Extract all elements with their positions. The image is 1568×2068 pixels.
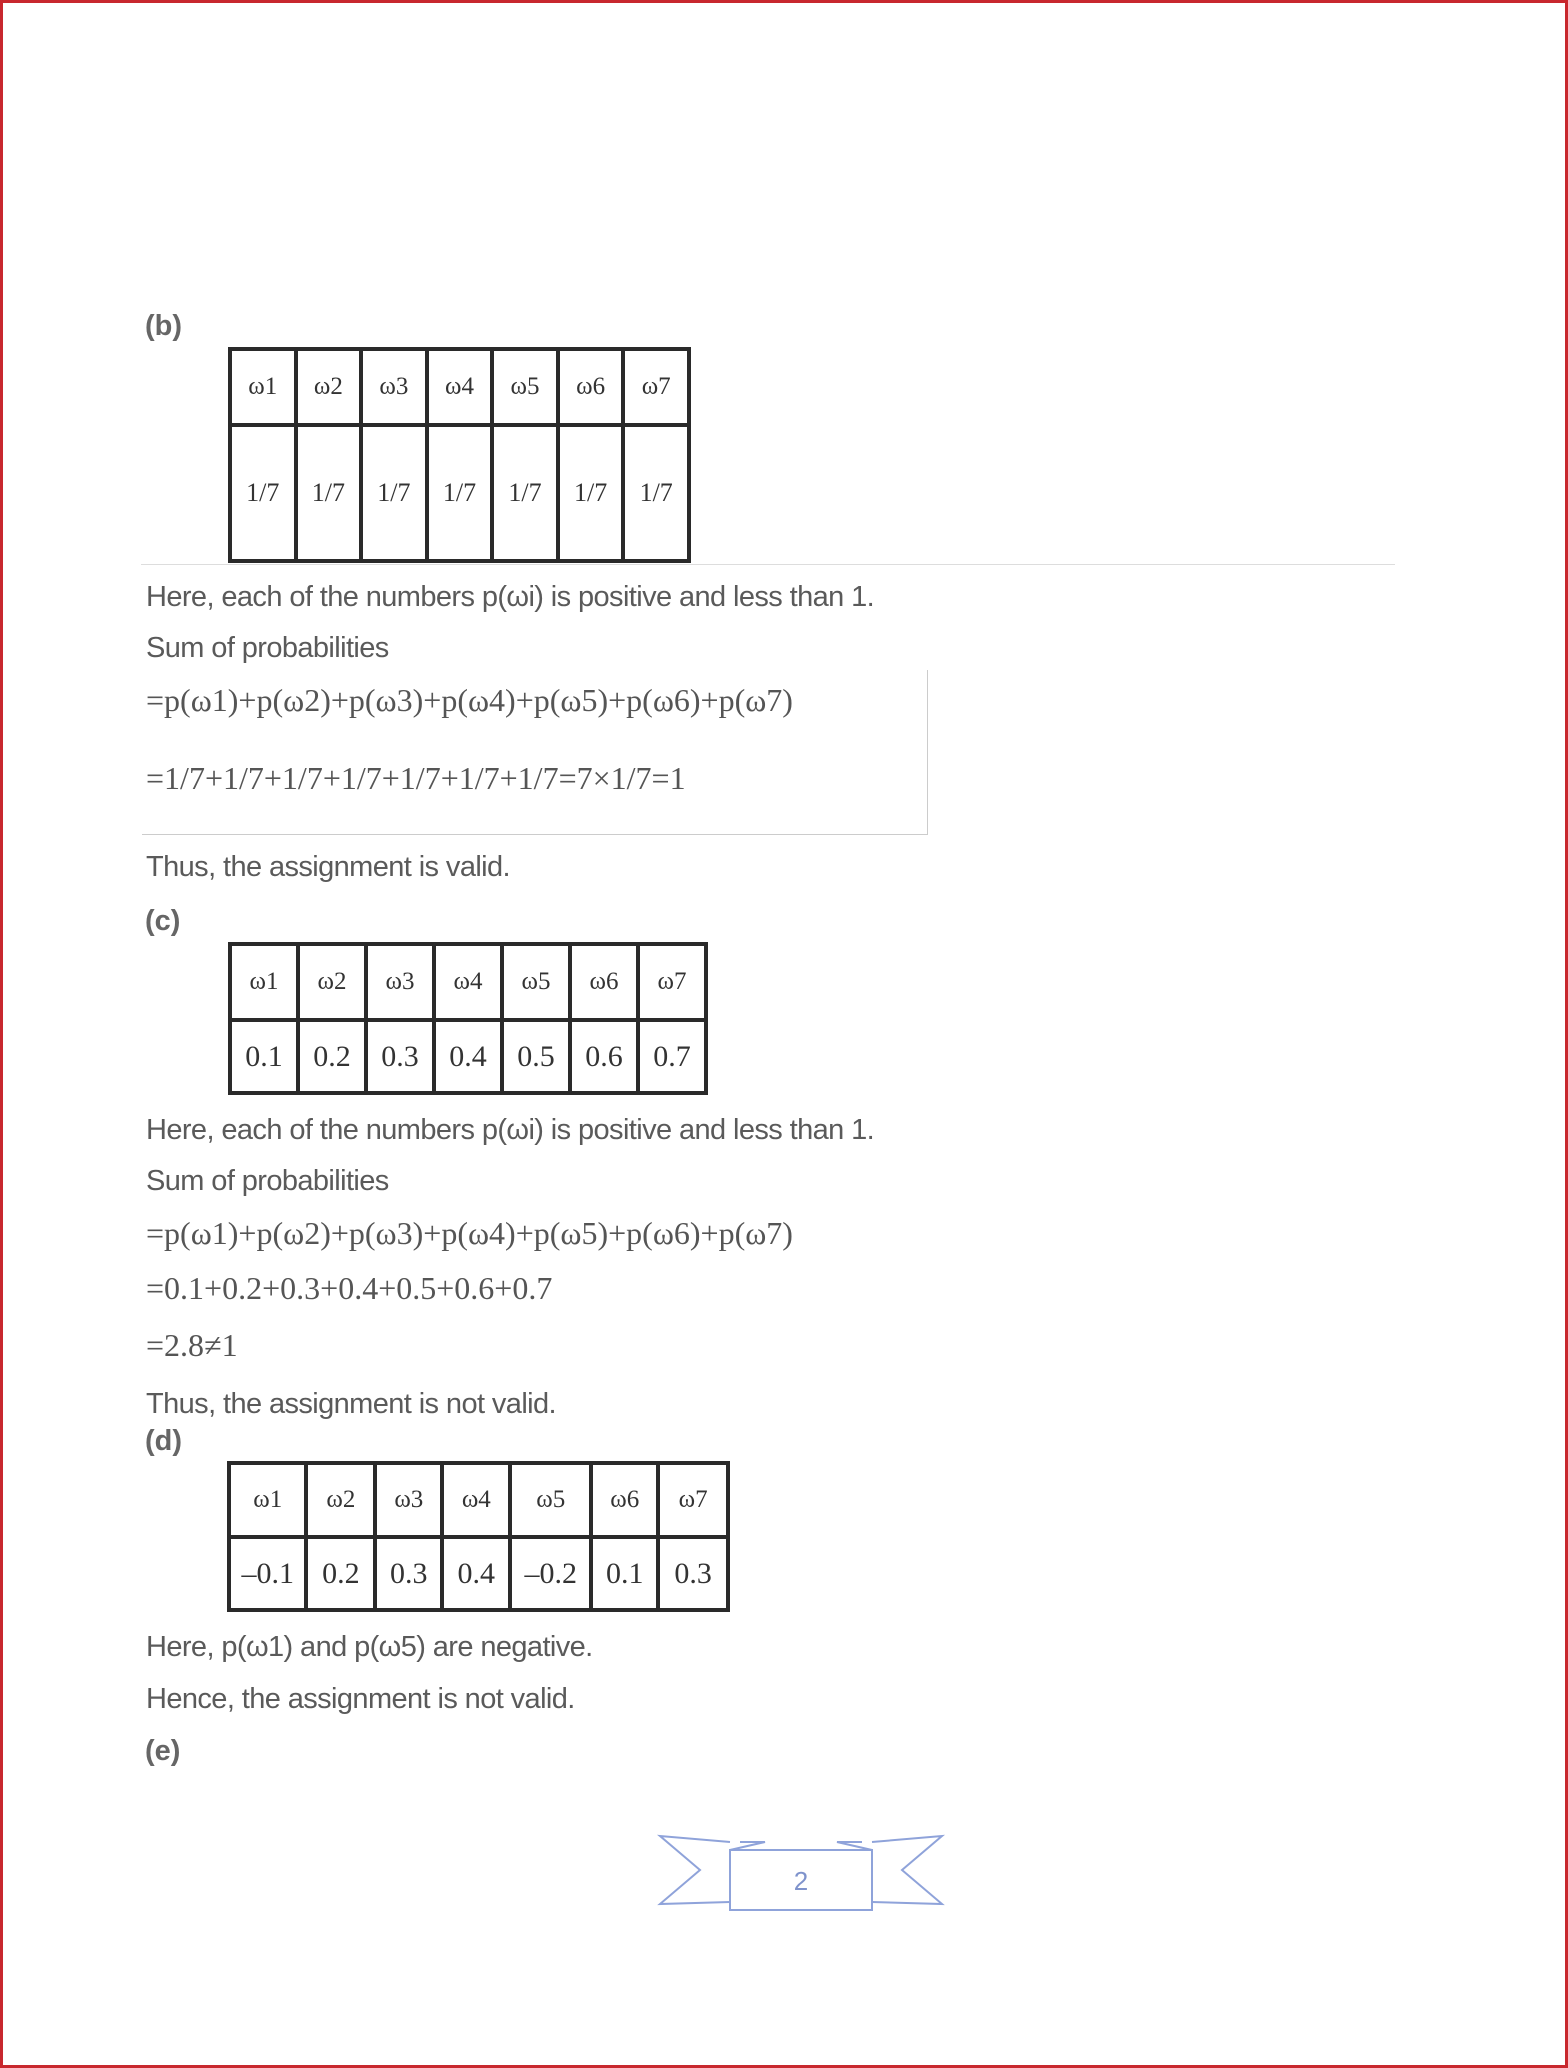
- table-value-cell: 0.3: [375, 1537, 442, 1610]
- table-value-cell: 1/7: [492, 425, 558, 561]
- table-value-cell: 0.4: [434, 1020, 502, 1093]
- page-number: 2: [793, 1866, 809, 1896]
- part-e-label: (e): [145, 1735, 181, 1767]
- part-c-sum-label: Sum of probabilities: [146, 1165, 389, 1197]
- part-c-eq3: =2.8≠1: [146, 1327, 238, 1363]
- table-value-cell: 1/7: [623, 425, 689, 561]
- table-header-cell: ω3: [361, 349, 427, 425]
- part-c-statement: Here, each of the numbers p(ωi) is positive and less than 1.: [146, 1114, 875, 1146]
- part-c-table: [228, 942, 708, 1095]
- table-value-cell: 1/7: [361, 425, 427, 561]
- table-header-cell: ω6: [570, 944, 638, 1020]
- table-header-cell: ω5: [492, 349, 558, 425]
- table-value-cell: 0.2: [298, 1020, 366, 1093]
- table-value-cell: 1/7: [427, 425, 493, 561]
- part-c-eq2: =0.1+0.2+0.3+0.4+0.5+0.6+0.7: [146, 1270, 553, 1306]
- table-value-cell: –0.1: [229, 1537, 306, 1610]
- table-value-cell: 0.1: [591, 1537, 658, 1610]
- table-value-cell: 1/7: [296, 425, 362, 561]
- part-d-statement: Here, p(ω1) and p(ω5) are negative.: [146, 1631, 593, 1663]
- table-header-cell: ω4: [427, 349, 493, 425]
- part-b-sum-label: Sum of probabilities: [146, 632, 389, 664]
- part-d-table: [227, 1461, 730, 1612]
- table-value-cell: 0.3: [366, 1020, 434, 1093]
- table-value-cell: 0.6: [570, 1020, 638, 1093]
- table-value-cell: 0.1: [230, 1020, 298, 1093]
- table-header-cell: ω1: [230, 944, 298, 1020]
- table-value-cell: 0.2: [306, 1537, 375, 1610]
- part-b-table: [228, 347, 691, 563]
- table-header-cell: ω2: [306, 1463, 375, 1537]
- part-b-eq1: =p(ω1)+p(ω2)+p(ω3)+p(ω4)+p(ω5)+p(ω6)+p(ω7): [146, 682, 793, 718]
- table-value-cell: 0.7: [638, 1020, 706, 1093]
- table-header-cell: ω4: [434, 944, 502, 1020]
- table-header-cell: ω3: [366, 944, 434, 1020]
- table-value-cell: 0.5: [502, 1020, 570, 1093]
- table-value-cell: 1/7: [558, 425, 624, 561]
- part-c-conclusion: Thus, the assignment is not valid.: [146, 1388, 556, 1420]
- part-b-conclusion: Thus, the assignment is valid.: [146, 851, 511, 883]
- part-b-eq2: =1/7+1/7+1/7+1/7+1/7+1/7+1/7=7×1/7=1: [146, 760, 686, 796]
- table-header-cell: ω7: [658, 1463, 728, 1537]
- table-value-cell: 0.3: [658, 1537, 728, 1610]
- table-value-cell: 1/7: [230, 425, 296, 561]
- table-header-cell: ω6: [591, 1463, 658, 1537]
- part-c-label: (c): [145, 905, 181, 937]
- table-header-cell: ω2: [298, 944, 366, 1020]
- table-header-cell: ω2: [296, 349, 362, 425]
- table-header-cell: ω4: [442, 1463, 510, 1537]
- table-header-cell: ω7: [623, 349, 689, 425]
- table-header-cell: ω1: [230, 349, 296, 425]
- table-value-cell: 0.4: [442, 1537, 510, 1610]
- part-d-conclusion: Hence, the assignment is not valid.: [146, 1683, 575, 1715]
- table-header-cell: ω7: [638, 944, 706, 1020]
- part-d-label: (d): [145, 1425, 183, 1457]
- table-header-cell: ω5: [510, 1463, 591, 1537]
- part-b-statement: Here, each of the numbers p(ωi) is positive and less than 1.: [146, 581, 875, 613]
- table-header-cell: ω1: [229, 1463, 306, 1537]
- part-c-eq1: =p(ω1)+p(ω2)+p(ω3)+p(ω4)+p(ω5)+p(ω6)+p(ω7): [146, 1215, 793, 1251]
- table-value-cell: –0.2: [510, 1537, 591, 1610]
- part-b-label: (b): [145, 310, 183, 342]
- table-header-cell: ω5: [502, 944, 570, 1020]
- table-header-cell: ω6: [558, 349, 624, 425]
- table-header-cell: ω3: [375, 1463, 442, 1537]
- divider: [141, 564, 1395, 565]
